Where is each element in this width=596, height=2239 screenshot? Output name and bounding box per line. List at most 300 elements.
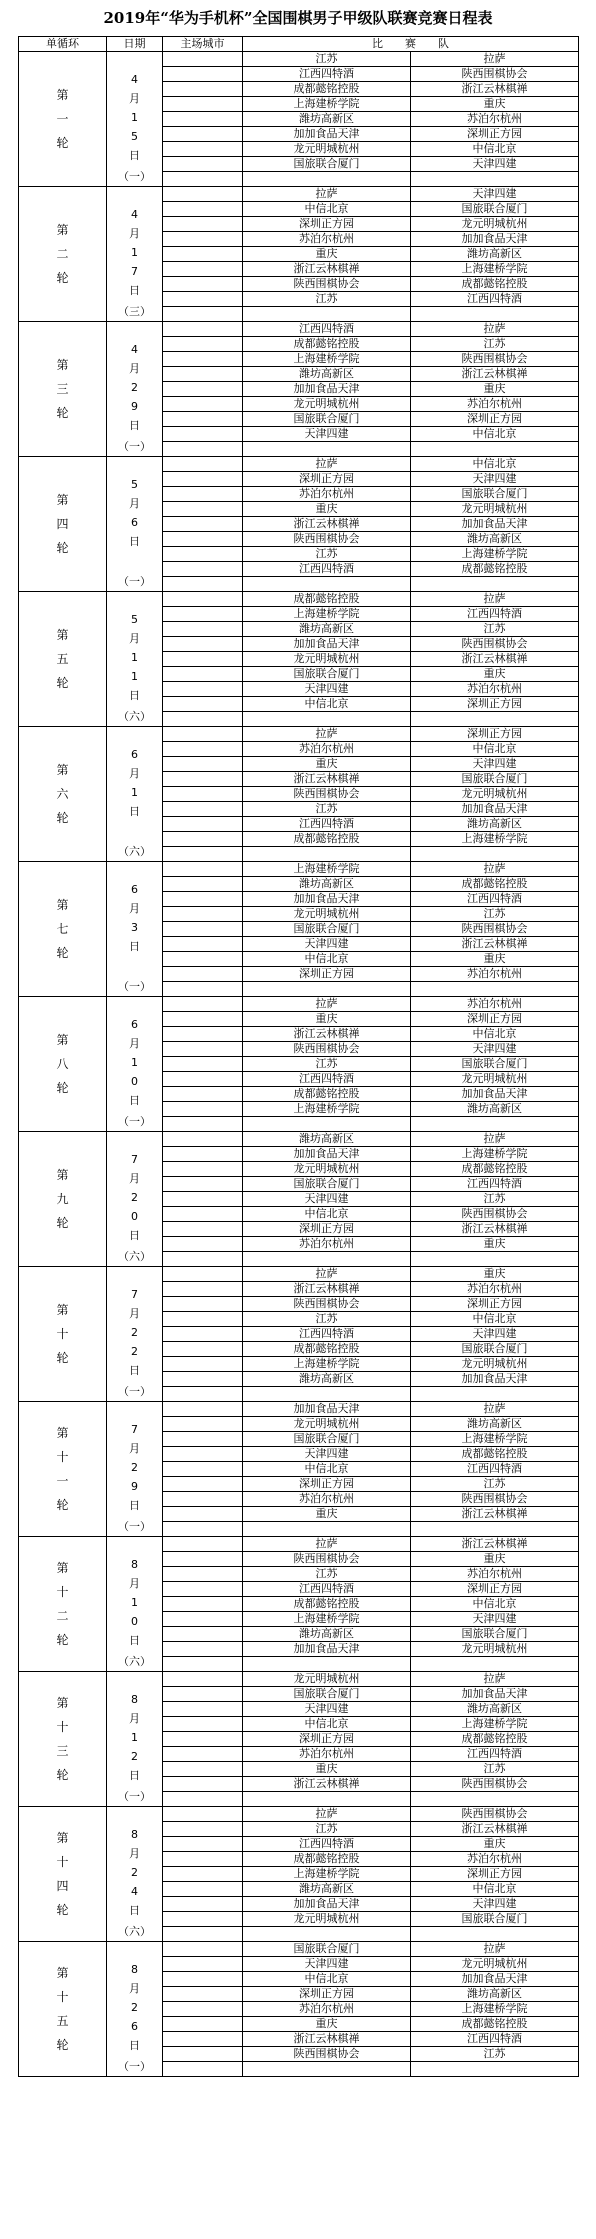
away-team: 中信北京	[411, 742, 579, 757]
city-cell	[163, 142, 243, 157]
away-team: 拉萨	[411, 322, 579, 337]
city-cell	[163, 1687, 243, 1702]
city-cell	[163, 1027, 243, 1042]
away-team: 加加食品天津	[411, 1087, 579, 1102]
city-cell	[163, 502, 243, 517]
city-cell	[163, 862, 243, 877]
home-team: 重庆	[243, 502, 411, 517]
home-team: 潍坊高新区	[243, 1372, 411, 1387]
city-cell	[163, 1282, 243, 1297]
home-team: 江西四特酒	[243, 1837, 411, 1852]
city-cell	[163, 682, 243, 697]
home-team	[243, 1792, 411, 1807]
city-cell	[163, 67, 243, 82]
table-row	[19, 1537, 579, 1552]
home-team: 上海建桥学院	[243, 1357, 411, 1372]
away-team: 陕西围棋协会	[411, 1807, 579, 1822]
city-cell	[163, 1462, 243, 1477]
away-team: 江西四特酒	[411, 2032, 579, 2047]
city-cell	[163, 517, 243, 532]
home-team: 中信北京	[243, 952, 411, 967]
away-team: 上海建桥学院	[411, 1717, 579, 1732]
city-cell	[163, 1942, 243, 1957]
away-team: 苏泊尔杭州	[411, 1567, 579, 1582]
away-team: 天津四建	[411, 157, 579, 172]
home-team: 潍坊高新区	[243, 877, 411, 892]
weekday-label: （六）	[118, 710, 151, 723]
away-team: 加加食品天津	[411, 517, 579, 532]
away-team: 江苏	[411, 2047, 579, 2062]
city-cell	[163, 2032, 243, 2047]
away-team: 龙元明城杭州	[411, 502, 579, 517]
city-cell	[163, 1987, 243, 2002]
away-team: 国旅联合厦门	[411, 1057, 579, 1072]
schedule-body	[19, 52, 579, 2077]
away-team: 龙元明城杭州	[411, 1642, 579, 1657]
round-label: 第 一 轮	[19, 52, 107, 187]
city-cell	[163, 1552, 243, 1567]
away-team: 苏泊尔杭州	[411, 397, 579, 412]
away-team: 国旅联合厦门	[411, 1627, 579, 1642]
away-team: 拉萨	[411, 1672, 579, 1687]
city-cell	[163, 202, 243, 217]
home-team: 江西四特酒	[243, 562, 411, 577]
home-team: 深圳正方园	[243, 217, 411, 232]
away-team: 陕西围棋协会	[411, 922, 579, 937]
city-cell	[163, 1882, 243, 1897]
home-team: 浙江云林棋禅	[243, 772, 411, 787]
away-team: 天津四建	[411, 757, 579, 772]
city-cell	[163, 817, 243, 832]
city-cell	[163, 712, 243, 727]
home-team: 深圳正方园	[243, 1987, 411, 2002]
table-row	[19, 997, 579, 1012]
home-team: 拉萨	[243, 1807, 411, 1822]
away-team: 加加食品天津	[411, 1372, 579, 1387]
home-team: 苏泊尔杭州	[243, 2002, 411, 2017]
away-team: 重庆	[411, 97, 579, 112]
table-row	[19, 1807, 579, 1822]
table-row	[19, 1132, 579, 1147]
away-team: 成都懿铭控股	[411, 1732, 579, 1747]
away-team: 加加食品天津	[411, 802, 579, 817]
city-cell	[163, 277, 243, 292]
home-team: 潍坊高新区	[243, 622, 411, 637]
away-team	[411, 172, 579, 187]
home-team: 浙江云林棋禅	[243, 1282, 411, 1297]
city-cell	[163, 352, 243, 367]
home-team: 上海建桥学院	[243, 862, 411, 877]
home-team	[243, 307, 411, 322]
table-row	[19, 187, 579, 202]
city-cell	[163, 1087, 243, 1102]
header-match: 比 赛 队	[243, 37, 579, 52]
table-row	[19, 322, 579, 337]
city-cell	[163, 112, 243, 127]
home-team: 天津四建	[243, 427, 411, 442]
city-cell	[163, 157, 243, 172]
round-label: 第 八 轮	[19, 997, 107, 1132]
city-cell	[163, 412, 243, 427]
away-team: 深圳正方园	[411, 412, 579, 427]
city-cell	[163, 877, 243, 892]
home-team: 上海建桥学院	[243, 607, 411, 622]
away-team: 龙元明城杭州	[411, 217, 579, 232]
away-team: 深圳正方园	[411, 127, 579, 142]
home-team: 国旅联合厦门	[243, 1432, 411, 1447]
city-cell	[163, 802, 243, 817]
city-cell	[163, 322, 243, 337]
away-team	[411, 442, 579, 457]
city-cell	[163, 1057, 243, 1072]
weekday-label: （六）	[118, 1655, 151, 1668]
round-label: 第 七 轮	[19, 862, 107, 997]
city-cell	[163, 1312, 243, 1327]
city-cell	[163, 1732, 243, 1747]
city-cell	[163, 1852, 243, 1867]
away-team: 加加食品天津	[411, 232, 579, 247]
city-cell	[163, 1897, 243, 1912]
schedule-table	[18, 36, 579, 2077]
home-team: 深圳正方园	[243, 1222, 411, 1237]
away-team: 重庆	[411, 667, 579, 682]
away-team: 江西四特酒	[411, 1462, 579, 1477]
home-team: 龙元明城杭州	[243, 1672, 411, 1687]
home-team	[243, 1657, 411, 1672]
away-team: 上海建桥学院	[411, 547, 579, 562]
date-label: 8 月 2 6 日 （一）	[107, 1942, 163, 2077]
away-team: 拉萨	[411, 1942, 579, 1957]
city-cell	[163, 472, 243, 487]
away-team: 潍坊高新区	[411, 247, 579, 262]
date-label: 4 月 2 9 日 （一）	[107, 322, 163, 457]
away-team: 苏泊尔杭州	[411, 967, 579, 982]
away-team: 中信北京	[411, 142, 579, 157]
city-cell	[163, 382, 243, 397]
city-cell	[163, 1597, 243, 1612]
home-team: 拉萨	[243, 187, 411, 202]
home-team: 陕西围棋协会	[243, 2047, 411, 2062]
home-team: 上海建桥学院	[243, 1867, 411, 1882]
away-team	[411, 1252, 579, 1267]
round-label: 第 十 一 轮	[19, 1402, 107, 1537]
away-team: 江苏	[411, 622, 579, 637]
city-cell	[163, 442, 243, 457]
city-cell	[163, 172, 243, 187]
home-team: 天津四建	[243, 1447, 411, 1462]
home-team: 龙元明城杭州	[243, 907, 411, 922]
home-team: 上海建桥学院	[243, 352, 411, 367]
city-cell	[163, 847, 243, 862]
away-team: 天津四建	[411, 1042, 579, 1057]
away-team: 国旅联合厦门	[411, 202, 579, 217]
away-team: 成都懿铭控股	[411, 2017, 579, 2032]
away-team: 江西四特酒	[411, 892, 579, 907]
home-team: 重庆	[243, 1762, 411, 1777]
away-team: 江苏	[411, 1477, 579, 1492]
city-cell	[163, 1792, 243, 1807]
home-team: 陕西围棋协会	[243, 1297, 411, 1312]
away-team	[411, 1927, 579, 1942]
city-cell	[163, 457, 243, 472]
round-label: 第 十 轮	[19, 1267, 107, 1402]
city-cell	[163, 667, 243, 682]
city-cell	[163, 247, 243, 262]
away-team: 浙江云林棋禅	[411, 1537, 579, 1552]
away-team: 江苏	[411, 1762, 579, 1777]
weekday-label: （一）	[118, 1790, 151, 1803]
away-team: 重庆	[411, 382, 579, 397]
away-team	[411, 1522, 579, 1537]
home-team: 江苏	[243, 1312, 411, 1327]
home-team: 潍坊高新区	[243, 1627, 411, 1642]
home-team: 天津四建	[243, 1192, 411, 1207]
away-team: 加加食品天津	[411, 1687, 579, 1702]
away-team: 成都懿铭控股	[411, 277, 579, 292]
city-cell	[163, 1912, 243, 1927]
home-team: 龙元明城杭州	[243, 1162, 411, 1177]
city-cell	[163, 1222, 243, 1237]
away-team: 国旅联合厦门	[411, 1342, 579, 1357]
city-cell	[163, 1837, 243, 1852]
city-cell	[163, 1627, 243, 1642]
home-team: 加加食品天津	[243, 127, 411, 142]
home-team: 深圳正方园	[243, 1477, 411, 1492]
away-team: 潍坊高新区	[411, 1987, 579, 2002]
home-team: 成都懿铭控股	[243, 1342, 411, 1357]
home-team: 江西四特酒	[243, 1327, 411, 1342]
home-team	[243, 982, 411, 997]
away-team: 江苏	[411, 1192, 579, 1207]
table-row	[19, 1402, 579, 1417]
home-team: 天津四建	[243, 937, 411, 952]
home-team: 重庆	[243, 757, 411, 772]
home-team: 天津四建	[243, 682, 411, 697]
home-team: 国旅联合厦门	[243, 922, 411, 937]
away-team: 陕西围棋协会	[411, 1207, 579, 1222]
away-team: 深圳正方园	[411, 1867, 579, 1882]
home-team: 加加食品天津	[243, 637, 411, 652]
city-cell	[163, 1012, 243, 1027]
city-cell	[163, 607, 243, 622]
away-team: 江西四特酒	[411, 292, 579, 307]
table-row	[19, 1672, 579, 1687]
city-cell	[163, 1762, 243, 1777]
home-team: 江西四特酒	[243, 1582, 411, 1597]
away-team: 重庆	[411, 1552, 579, 1567]
city-cell	[163, 577, 243, 592]
city-cell	[163, 1432, 243, 1447]
city-cell	[163, 1387, 243, 1402]
city-cell	[163, 787, 243, 802]
away-team: 中信北京	[411, 457, 579, 472]
city-cell	[163, 127, 243, 142]
away-team: 陕西围棋协会	[411, 1777, 579, 1792]
round-label: 第 六 轮	[19, 727, 107, 862]
home-team: 国旅联合厦门	[243, 157, 411, 172]
home-team: 成都懿铭控股	[243, 1087, 411, 1102]
city-cell	[163, 1072, 243, 1087]
city-cell	[163, 1357, 243, 1372]
weekday-label: （一）	[118, 575, 151, 588]
city-cell	[163, 1297, 243, 1312]
city-cell	[163, 772, 243, 787]
city-cell	[163, 1477, 243, 1492]
away-team	[411, 577, 579, 592]
away-team: 苏泊尔杭州	[411, 682, 579, 697]
city-cell	[163, 1642, 243, 1657]
round-label: 第 四 轮	[19, 457, 107, 592]
home-team: 重庆	[243, 247, 411, 262]
away-team: 天津四建	[411, 1612, 579, 1627]
date-label: 8 月 2 4 日 （六）	[107, 1807, 163, 1942]
home-team: 江苏	[243, 52, 411, 67]
table-row	[19, 1267, 579, 1282]
home-team: 潍坊高新区	[243, 367, 411, 382]
city-cell	[163, 1147, 243, 1162]
city-cell	[163, 1807, 243, 1822]
city-cell	[163, 922, 243, 937]
city-cell	[163, 1132, 243, 1147]
away-team: 中信北京	[411, 1597, 579, 1612]
city-cell	[163, 1447, 243, 1462]
away-team: 上海建桥学院	[411, 1147, 579, 1162]
home-team: 重庆	[243, 1012, 411, 1027]
city-cell	[163, 487, 243, 502]
away-team: 潍坊高新区	[411, 532, 579, 547]
home-team	[243, 1252, 411, 1267]
round-label: 第 九 轮	[19, 1132, 107, 1267]
home-team: 苏泊尔杭州	[243, 1747, 411, 1762]
home-team: 国旅联合厦门	[243, 412, 411, 427]
city-cell	[163, 2017, 243, 2032]
away-team: 陕西围棋协会	[411, 67, 579, 82]
date-label: 8 月 1 2 日 （一）	[107, 1672, 163, 1807]
home-team: 天津四建	[243, 1702, 411, 1717]
city-cell	[163, 1177, 243, 1192]
city-cell	[163, 1717, 243, 1732]
home-team: 重庆	[243, 1507, 411, 1522]
table-row	[19, 52, 579, 67]
city-cell	[163, 1957, 243, 1972]
home-team: 拉萨	[243, 727, 411, 742]
city-cell	[163, 1567, 243, 1582]
home-team: 江苏	[243, 292, 411, 307]
home-team: 国旅联合厦门	[243, 1177, 411, 1192]
away-team: 深圳正方园	[411, 727, 579, 742]
city-cell	[163, 1612, 243, 1627]
city-cell	[163, 1342, 243, 1357]
home-team: 浙江云林棋禅	[243, 1027, 411, 1042]
away-team: 深圳正方园	[411, 1297, 579, 1312]
home-team: 苏泊尔杭州	[243, 1237, 411, 1252]
city-cell	[163, 82, 243, 97]
home-team: 江苏	[243, 802, 411, 817]
date-label: 6 月 1 0 日 （一）	[107, 997, 163, 1132]
away-team: 江西四特酒	[411, 607, 579, 622]
home-team: 苏泊尔杭州	[243, 232, 411, 247]
home-team: 潍坊高新区	[243, 1882, 411, 1897]
away-team: 上海建桥学院	[411, 1432, 579, 1447]
weekday-label: （六）	[118, 1925, 151, 1938]
away-team: 潍坊高新区	[411, 817, 579, 832]
home-team: 潍坊高新区	[243, 1132, 411, 1147]
away-team	[411, 1117, 579, 1132]
weekday-label: （六）	[118, 845, 151, 858]
away-team	[411, 307, 579, 322]
date-label: 7 月 2 9 日 （一）	[107, 1402, 163, 1537]
home-team: 加加食品天津	[243, 1642, 411, 1657]
table-row	[19, 457, 579, 472]
home-team: 成都懿铭控股	[243, 337, 411, 352]
city-cell	[163, 742, 243, 757]
away-team: 天津四建	[411, 1327, 579, 1342]
date-label: 5 月 6 日 （一）	[107, 457, 163, 592]
city-cell	[163, 1327, 243, 1342]
round-label: 第 二 轮	[19, 187, 107, 322]
away-team	[411, 982, 579, 997]
home-team: 浙江云林棋禅	[243, 517, 411, 532]
home-team: 重庆	[243, 2017, 411, 2032]
home-team: 江西四特酒	[243, 817, 411, 832]
city-cell	[163, 397, 243, 412]
city-cell	[163, 292, 243, 307]
home-team: 国旅联合厦门	[243, 667, 411, 682]
away-team: 深圳正方园	[411, 1582, 579, 1597]
date-label: 7 月 2 2 日 （一）	[107, 1267, 163, 1402]
home-team: 中信北京	[243, 1207, 411, 1222]
date-label: 5 月 1 1 日 （六）	[107, 592, 163, 727]
home-team: 江苏	[243, 547, 411, 562]
away-team: 陕西围棋协会	[411, 637, 579, 652]
away-team: 加加食品天津	[411, 1972, 579, 1987]
home-team	[243, 442, 411, 457]
away-team: 重庆	[411, 952, 579, 967]
home-team: 中信北京	[243, 697, 411, 712]
away-team: 中信北京	[411, 427, 579, 442]
city-cell	[163, 937, 243, 952]
city-cell	[163, 1492, 243, 1507]
home-team	[243, 1387, 411, 1402]
page-title: 2019年“华为手机杯”全国围棋男子甲级队联赛竞赛日程表	[103, 9, 493, 27]
home-team	[243, 172, 411, 187]
away-team: 中信北京	[411, 1312, 579, 1327]
home-team: 浙江云林棋禅	[243, 2032, 411, 2047]
city-cell	[163, 532, 243, 547]
city-cell	[163, 1267, 243, 1282]
city-cell	[163, 1192, 243, 1207]
city-cell	[163, 2002, 243, 2017]
home-team: 天津四建	[243, 1957, 411, 1972]
round-label: 第 十 三 轮	[19, 1672, 107, 1807]
home-team: 上海建桥学院	[243, 1102, 411, 1117]
weekday-label: （一）	[118, 2060, 151, 2073]
away-team	[411, 1387, 579, 1402]
home-team: 深圳正方园	[243, 1732, 411, 1747]
home-team: 潍坊高新区	[243, 112, 411, 127]
home-team	[243, 847, 411, 862]
home-team: 陕西围棋协会	[243, 787, 411, 802]
city-cell	[163, 1042, 243, 1057]
away-team: 龙元明城杭州	[411, 1072, 579, 1087]
weekday-label: （三）	[118, 305, 151, 318]
home-team: 加加食品天津	[243, 1897, 411, 1912]
weekday-label: （一）	[118, 1115, 151, 1128]
home-team: 加加食品天津	[243, 1402, 411, 1417]
date-label: 6 月 3 日 （一）	[107, 862, 163, 997]
home-team: 江西四特酒	[243, 322, 411, 337]
city-cell	[163, 1537, 243, 1552]
